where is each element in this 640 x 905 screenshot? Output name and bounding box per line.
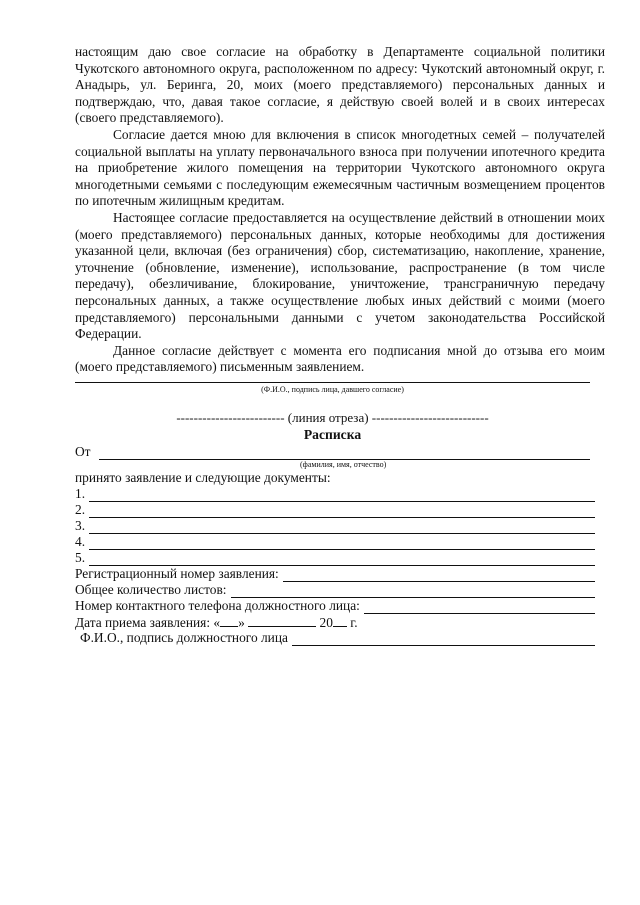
item-number: 1. xyxy=(75,486,86,501)
reg-number-label: Регистрационный номер заявления: xyxy=(75,566,279,581)
from-label: От xyxy=(75,444,91,459)
date-year-field[interactable] xyxy=(333,614,347,627)
sheets-row xyxy=(75,582,595,598)
consent-paragraph-4: Данное согласие действует с момента его подписания мной до отзыва его моим (моего представляемого) письменным заявлением. xyxy=(75,342,605,375)
item-field[interactable] xyxy=(89,536,595,550)
sheets-label: Общее количество листов: xyxy=(75,582,227,597)
item-field[interactable] xyxy=(89,488,595,502)
consent-paragraph-1: настоящим даю свое согласие на обработку в Департаменте социальной политики Чукотского автономного округа, расположенном по адресу: Чукотский автономный округ, г. Анадырь, ул. Беринга, 20, моих (моего представляемого) персональных данных и подтверждаю, что, давая такое согласие, я действую своей волей и в своих интересах (своего представляемого). xyxy=(75,44,605,126)
document-item-2 xyxy=(75,502,595,518)
accepted-text: принято заявление и следующие документы: xyxy=(75,470,331,485)
item-number: 2. xyxy=(75,502,86,517)
document-item-3 xyxy=(75,518,595,534)
reg-number-field[interactable] xyxy=(283,568,595,582)
consent-paragraph-3: Настоящее согласие предоставляется на осуществление действий в отношении моих (моего представляемого) персональных данных, которые необходимы для достижения указанной цели, включая (без ограничения) сбор, систематизацию, накопление, хранение, уточнение (обновление, изменение), использование, распространение (в том числе передачу), обезличивание, блокирование, уничтожение, трансграничную передачу персональных данных, а также осуществление любых иных действий с моими (моего представляемого) персональными данными с учетом законодательства Российской Федерации. xyxy=(75,209,605,342)
sheets-field[interactable] xyxy=(231,584,595,598)
official-label: Ф.И.О., подпись должностного лица xyxy=(80,630,288,645)
consent-text-block xyxy=(75,44,605,376)
signature-line[interactable] xyxy=(75,378,590,383)
date-mid: » xyxy=(238,615,245,630)
date-prefix: Дата приема заявления: « xyxy=(75,615,221,630)
signature-caption: (Ф.И.О., подпись лица, давшего согласие) xyxy=(261,385,404,394)
official-row xyxy=(80,630,595,646)
from-field[interactable] xyxy=(99,446,590,460)
signature-block xyxy=(75,378,590,394)
date-suffix: г. xyxy=(350,615,358,630)
reg-number-row xyxy=(75,566,595,582)
from-caption: (фамилия, имя, отчество) xyxy=(300,460,387,469)
official-field[interactable] xyxy=(292,632,595,646)
item-number: 3. xyxy=(75,518,86,533)
date-year: 20 xyxy=(319,615,333,630)
phone-field[interactable] xyxy=(364,600,595,614)
item-field[interactable] xyxy=(89,520,595,534)
document-item-4 xyxy=(75,534,595,550)
phone-label: Номер контактного телефона должностного лица: xyxy=(75,598,360,613)
document-item-5 xyxy=(75,550,595,566)
item-field[interactable] xyxy=(89,504,595,518)
receipt-title: Расписка xyxy=(303,427,362,442)
date-month-field[interactable] xyxy=(248,614,316,627)
from-row xyxy=(75,444,590,460)
item-number: 4. xyxy=(75,534,86,549)
date-day-field[interactable] xyxy=(220,614,238,627)
phone-row xyxy=(75,598,595,614)
cut-line: ------------------------- (линия отреза) --------------------------- xyxy=(176,410,489,425)
item-field[interactable] xyxy=(89,552,595,566)
consent-paragraph-2: Согласие дается мною для включения в список многодетных семей – получателей социальной выплаты на уплату первоначального взноса при получении ипотечного кредита на приобретение жилого помещения на территории Чукотского автономного округа многодетными семьями с последующим ежемесячным частичным возмещением процентов по ипотечным жилищным кредитам. xyxy=(75,126,605,209)
document-item-1 xyxy=(75,486,595,502)
item-number: 5. xyxy=(75,550,86,565)
date-row xyxy=(75,614,358,631)
